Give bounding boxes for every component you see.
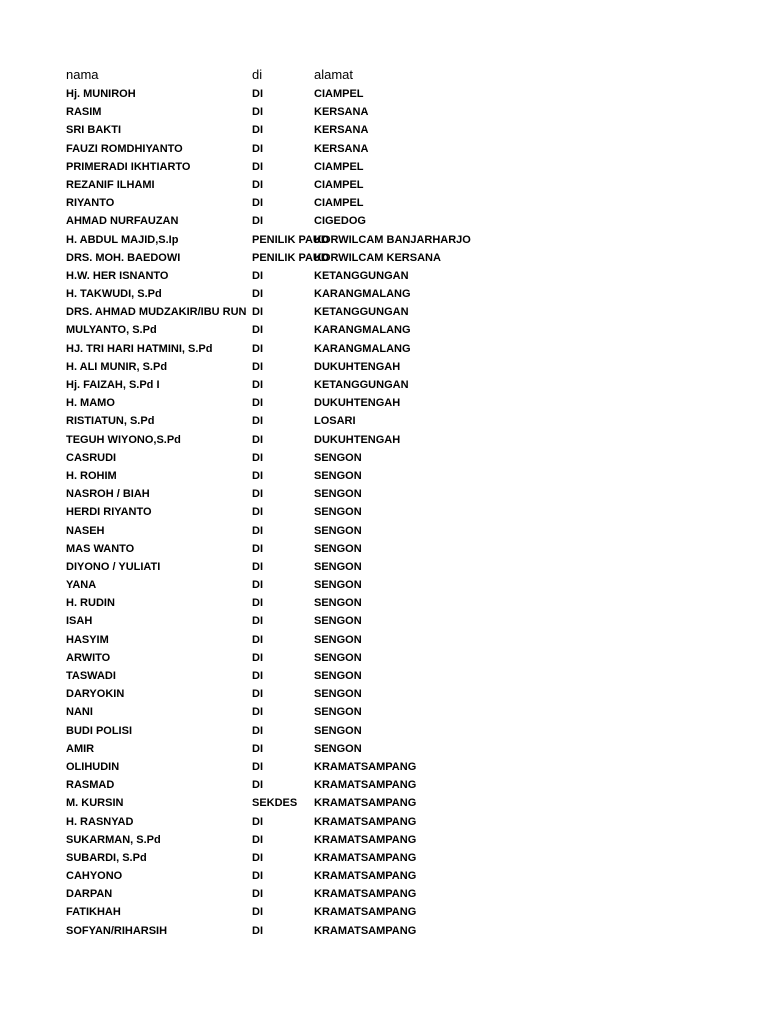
cell-di: DI [252,688,263,701]
cell-nama: H. MAMO [66,397,115,410]
table-row [0,212,768,230]
table-row [0,412,768,430]
cell-alamat: SENGON [314,742,362,755]
cell-di: DI [252,306,263,319]
table-row [0,431,768,449]
cell-alamat: SENGON [314,706,362,719]
table-row [0,867,768,885]
cell-alamat: CIGEDOG [314,215,366,228]
cell-di: DI [252,542,263,555]
cell-alamat: SENGON [314,469,362,482]
cell-di: DI [252,379,263,391]
cell-nama: MAS WANTO [66,542,135,555]
cell-alamat: SENGON [314,724,362,737]
cell-nama: H. RUDIN [66,597,115,610]
cell-alamat: KRAMATSAMPANG [314,815,417,828]
cell-di: DI [252,888,263,901]
cell-nama: HASYIM [66,633,109,646]
table-row [0,594,768,612]
cell-di: DI [252,215,263,228]
cell-di: DI [252,524,263,537]
table-row [0,813,768,831]
cell-alamat: SENGON [314,670,362,682]
table-row [0,558,768,576]
cell-alamat: SENGON [314,560,362,573]
table-row [0,849,768,867]
cell-nama: DRS. AHMAD MUDZAKIR/IBU RUN [66,306,247,319]
cell-alamat: KETANGGUNGAN [314,379,409,391]
table-row [0,922,768,940]
table-row [0,449,768,467]
cell-nama: NANI [66,706,93,719]
cell-alamat: SENGON [314,542,362,555]
cell-di: DI [252,469,263,482]
table-row [0,885,768,903]
cell-alamat: KORWILCAM BANJARHARJO [314,233,471,246]
table-body [0,85,768,940]
cell-alamat: KARANGMALANG [314,324,411,337]
cell-nama: NASEH [66,524,105,537]
table-row [0,703,768,721]
table-row [0,267,768,285]
cell-nama: AHMAD NURFAUZAN [66,215,179,228]
table-row [0,667,768,685]
cell-alamat: SENGON [314,524,362,537]
table-row [0,231,768,249]
cell-alamat: KRAMATSAMPANG [314,833,417,846]
cell-di: DI [252,924,263,937]
cell-alamat: KRAMATSAMPANG [314,870,417,883]
cell-di: DI [252,342,263,355]
cell-alamat: KRAMATSAMPANG [314,779,417,792]
cell-nama: H. RASNYAD [66,815,134,828]
cell-di: DI [252,670,263,682]
cell-alamat: DUKUHTENGAH [314,397,401,410]
cell-nama: Hj. FAIZAH, S.Pd I [66,379,160,391]
cell-nama: CASRUDI [66,451,117,464]
cell-di: DI [252,488,263,501]
column-header-row [0,66,768,84]
cell-nama: TEGUH WIYONO,S.Pd [66,433,181,446]
cell-di: DI [252,178,263,191]
table-row [0,612,768,630]
cell-alamat: KARANGMALANG [314,342,411,355]
cell-alamat: KETANGGUNGAN [314,306,409,319]
cell-di: DI [252,815,263,828]
cell-alamat: KARANGMALANG [314,288,411,301]
table-row [0,758,768,776]
cell-di: DI [252,760,263,773]
cell-di: DI [252,560,263,573]
table-row [0,194,768,212]
cell-di: DI [252,615,263,628]
cell-nama: H. ROHIM [66,469,117,482]
table-row [0,340,768,358]
cell-nama: OLIHUDIN [66,760,120,773]
cell-di: DI [252,506,263,519]
table-row [0,503,768,521]
cell-nama: H. ALI MUNIR, S.Pd [66,360,168,373]
cell-alamat: SENGON [314,633,362,646]
cell-di: DI [252,269,263,282]
cell-di: DI [252,579,263,592]
cell-alamat: SENGON [314,651,362,664]
cell-alamat: SENGON [314,615,362,628]
column-header-alamat: alamat [314,67,354,82]
cell-nama: RASMAD [66,779,115,792]
cell-nama: PRIMERADI IKHTIARTO [66,160,191,173]
table-row [0,321,768,339]
cell-nama: TASWADI [66,670,116,682]
cell-nama: RISTIATUN, S.Pd [66,415,155,428]
cell-alamat: CIAMPEL [314,88,364,100]
cell-nama: RASIM [66,106,102,119]
cell-alamat: KERSANA [314,106,369,119]
cell-di: DI [252,142,263,155]
cell-alamat: SENGON [314,579,362,592]
cell-nama: MULYANTO, S.Pd [66,324,157,337]
cell-alamat: SENGON [314,597,362,610]
cell-di: DI [252,360,263,373]
cell-di: DI [252,597,263,610]
cell-di: DI [252,906,263,919]
cell-nama: CAHYONO [66,870,123,883]
table-row [0,576,768,594]
cell-alamat: KERSANA [314,124,369,137]
cell-alamat: SENGON [314,451,362,464]
table-row [0,140,768,158]
cell-nama: ISAH [66,615,93,628]
cell-nama: AMIR [66,742,95,755]
cell-di: DI [252,397,263,410]
table-row [0,831,768,849]
table-row [0,540,768,558]
cell-nama: HJ. TRI HARI HATMINI, S.Pd [66,342,213,355]
cell-alamat: KRAMATSAMPANG [314,760,417,773]
cell-alamat: KRAMATSAMPANG [314,906,417,919]
cell-di: DI [252,124,263,137]
cell-alamat: SENGON [314,688,362,701]
cell-nama: HERDI RIYANTO [66,506,152,519]
cell-di: PENILIK PAUD [252,251,329,264]
cell-di: DI [252,160,263,173]
cell-nama: Hj. MUNIROH [66,88,136,100]
cell-nama: M. KURSIN [66,797,124,810]
cell-di: DI [252,742,263,755]
cell-alamat: KRAMATSAMPANG [314,888,417,901]
cell-nama: RIYANTO [66,197,115,210]
cell-alamat: KRAMATSAMPANG [314,851,417,864]
cell-di: DI [252,870,263,883]
cell-nama: DRS. MOH. BAEDOWI [66,251,181,264]
cell-di: DI [252,833,263,846]
cell-di: DI [252,633,263,646]
table-row [0,903,768,921]
table-row [0,485,768,503]
cell-di: DI [252,851,263,864]
column-header-di: di [252,67,263,82]
table-row [0,467,768,485]
table-row [0,776,768,794]
cell-alamat: CIAMPEL [314,197,364,210]
cell-di: DI [252,106,263,119]
cell-alamat: SENGON [314,506,362,519]
cell-alamat: KETANGGUNGAN [314,269,409,282]
cell-nama: FATIKHAH [66,906,121,919]
table-row [0,649,768,667]
cell-nama: FAUZI ROMDHIYANTO [66,142,183,155]
table-row [0,740,768,758]
cell-di: DI [252,706,263,719]
cell-alamat: KRAMATSAMPANG [314,797,417,810]
cell-alamat: KERSANA [314,142,369,155]
cell-nama: REZANIF ILHAMI [66,178,155,191]
cell-di: DI [252,451,263,464]
cell-di: DI [252,433,263,446]
cell-nama: SOFYAN/RIHARSIH [66,924,168,937]
cell-nama: SUBARDI, S.Pd [66,851,147,864]
table-row [0,121,768,139]
cell-alamat: DUKUHTENGAH [314,433,401,446]
table-row [0,722,768,740]
cell-alamat: LOSARI [314,415,356,428]
cell-nama: NASROH / BIAH [66,488,150,501]
cell-di: SEKDES [252,797,298,810]
table-row [0,376,768,394]
cell-nama: H. ABDUL MAJID,S.Ip [66,233,179,246]
cell-nama: DARPAN [66,888,113,901]
cell-di: DI [252,724,263,737]
table-row [0,285,768,303]
cell-di: DI [252,779,263,792]
cell-alamat: KORWILCAM KERSANA [314,251,441,264]
cell-di: DI [252,324,263,337]
cell-alamat: KRAMATSAMPANG [314,924,417,937]
table-row [0,249,768,267]
table-row [0,685,768,703]
cell-nama: SRI BAKTI [66,124,121,137]
table-row [0,85,768,103]
cell-nama: DARYOKIN [66,688,125,701]
table-row [0,176,768,194]
cell-di: DI [252,415,263,428]
cell-alamat: CIAMPEL [314,178,364,191]
table-row [0,631,768,649]
table-row [0,158,768,176]
cell-nama: BUDI POLISI [66,724,133,737]
cell-nama: SUKARMAN, S.Pd [66,833,161,846]
cell-di: DI [252,288,263,301]
cell-nama: H.W. HER ISNANTO [66,269,169,282]
table-row [0,794,768,812]
table-row [0,103,768,121]
table-row [0,358,768,376]
cell-nama: H. TAKWUDI, S.Pd [66,288,162,301]
table-row [0,394,768,412]
cell-nama: DIYONO / YULIATI [66,560,161,573]
cell-di: DI [252,651,263,664]
column-header-nama: nama [66,67,99,82]
cell-nama: YANA [66,579,97,592]
table-row [0,303,768,321]
cell-alamat: SENGON [314,488,362,501]
table-row [0,522,768,540]
cell-alamat: DUKUHTENGAH [314,360,401,373]
cell-di: DI [252,197,263,210]
cell-di: DI [252,88,263,100]
cell-di: PENILIK PAUD [252,233,329,246]
cell-alamat: CIAMPEL [314,160,364,173]
cell-nama: ARWITO [66,651,111,664]
